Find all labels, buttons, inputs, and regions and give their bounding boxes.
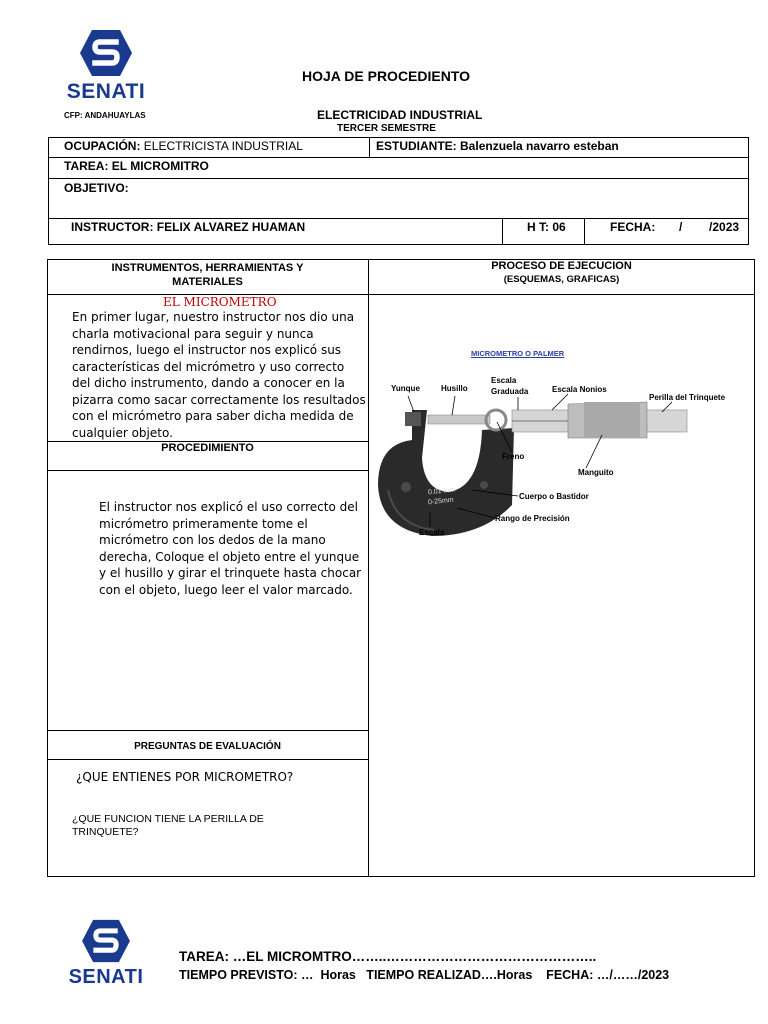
- tarea-field: TAREA: EL MICROMITRO: [64, 159, 209, 173]
- objetivo-field: OBJETIVO:: [64, 181, 129, 195]
- diagram-title: MICROMETRO O PALMER: [471, 349, 565, 358]
- label-rango: Rango de Precisión: [495, 514, 570, 523]
- ocupacion-field: [64, 139, 303, 153]
- footer-senati-emblem-icon: [79, 918, 133, 964]
- label-cuerpo: Cuerpo o Bastidor: [519, 492, 589, 501]
- cfp-label: CFP: ANDAHUAYLAS: [64, 111, 146, 120]
- preguntas-header: PREGUNTAS DE EVALUACIÓN: [134, 741, 281, 752]
- footer-tarea: TAREA: …EL MICROMTRO……..………………………………………..: [179, 949, 597, 964]
- micrometer-diagram: [372, 340, 752, 550]
- footer-tiempo: TIEMPO PREVISTO: … Horas TIEMPO REALIZAD….Horas FECHA: …/……/2023: [179, 968, 670, 982]
- footer-senati-logo: [58, 918, 154, 989]
- ocupacion-label: OCUPACIÓN:: [64, 139, 141, 153]
- ht-field: H T: 06: [527, 220, 566, 234]
- label-perilla: Perilla del Trinquete: [649, 393, 726, 402]
- senati-logo: [58, 28, 154, 104]
- pregunta-2: ¿QUE FUNCION TIENE LA PERILLA DE TRINQUETE?: [72, 813, 264, 838]
- senati-emblem-icon: [78, 28, 134, 78]
- estudiante-value: Balenzuela navarro esteban: [460, 139, 619, 153]
- engraving-range: 0-25mm: [427, 496, 454, 507]
- footer-logo-text: SENATI: [68, 966, 144, 988]
- page-title: HOJA DE PROCEDIENTO: [302, 68, 471, 84]
- procedimiento-text: El instructor nos explicó el uso correcto del micrómetro primeramente tome el micrómetro con los dedos de la mano derecha, Coloque el objeto entre el yunque y el husillo y girar el trinquete hasta chocar con el objeto, luego leer el valor marcado.: [99, 500, 362, 597]
- logo-text: SENATI: [66, 80, 146, 103]
- fecha-value: / /2023: [679, 220, 740, 234]
- instrumentos-header: [47, 261, 368, 289]
- fecha-label: FECHA:: [610, 220, 656, 234]
- ocupacion-value: ELECTRICISTA INDUSTRIAL: [143, 139, 303, 153]
- proceso-header: [368, 260, 755, 286]
- label-freno: Freno: [502, 452, 525, 461]
- proceso-header-line1: PROCESO DE EJECUCION: [491, 260, 632, 272]
- instrumentos-header-line1: INSTRUMENTOS, HERRAMIENTAS Y: [111, 262, 304, 274]
- estudiante-label: ESTUDIANTE:: [376, 139, 457, 153]
- label-yunque: Yunque: [391, 384, 420, 393]
- label-escala-graduada-1: Escala: [491, 376, 517, 385]
- instructor-field: INSTRUCTOR: FELIX ALVAREZ HUAMAN: [71, 220, 306, 234]
- pregunta-1: ¿QUE ENTIENES POR MICROMETRO?: [76, 770, 294, 784]
- label-escala: Escala: [419, 528, 445, 537]
- engraving-precision: 0.01 mm: [427, 486, 456, 497]
- micrometro-title: EL MICROMETRO: [163, 295, 277, 309]
- specialty-label: ELECTRICIDAD INDUSTRIAL: [317, 108, 483, 122]
- label-escala-graduada-2: Graduada: [491, 387, 529, 396]
- instrumentos-header-line2: MATERIALES: [172, 276, 243, 288]
- label-husillo: Husillo: [441, 384, 468, 393]
- procedimiento-header: PROCEDIMIENTO: [161, 442, 254, 454]
- proceso-header-line2: (ESQUEMAS, GRAFICAS): [503, 274, 620, 285]
- label-escala-nonios: Escala Nonios: [552, 385, 607, 394]
- estudiante-field: [376, 139, 619, 153]
- semester-label: TERCER SEMESTRE: [337, 123, 436, 134]
- micrometro-description: En primer lugar, nuestro instructor nos dio una charla motivacional para seguir y nunca rendirnos, luego el instructor nos explicó sus características del micrómetro y uso correcto del dicho instrumento, dando a conocer en la pizarra como sacar correctamente los resultados con el micrómetro para saber dicha medida de cualquier objeto.: [72, 310, 366, 440]
- label-manguito: Manguito: [578, 468, 614, 477]
